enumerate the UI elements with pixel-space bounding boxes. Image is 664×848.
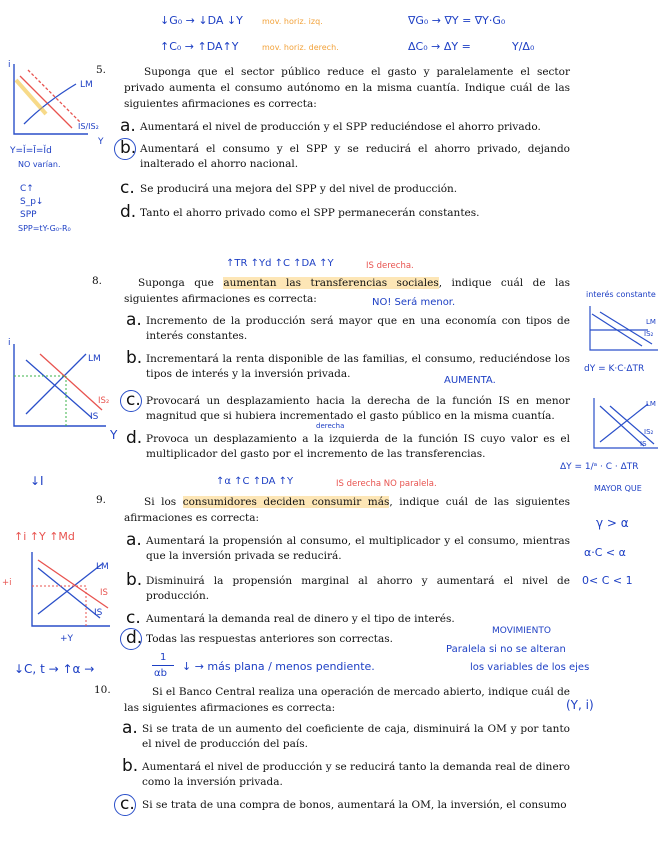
top-note-2-left: ↑C₀ → ↑DA↑Y xyxy=(160,40,239,53)
q8-graph-label-is: IS xyxy=(90,412,99,422)
q5-side-note-6: SPP=tY-G₀-R₀ xyxy=(18,224,71,233)
q5-option-b-letter: b. xyxy=(120,138,137,158)
q8-option-b[interactable]: Incrementará la renta disponible de las familias, el consumo, reduciéndose los tipos de interés y la inversión privada. xyxy=(146,353,570,380)
q8-option-a[interactable]: Incremento de la producción será mayor que en una economía con tipos de interés constantes. xyxy=(146,315,570,342)
q10-number: 10. xyxy=(94,684,111,696)
q10-option-b[interactable]: Aumentará el nivel de producción y se reducirá tanto la demanda real de dinero como la inversión privada. xyxy=(142,761,570,788)
q8-header-note: ↑TR ↑Yd ↑C ↑DA ↑Y xyxy=(226,258,334,269)
q5-option-a-letter: a. xyxy=(120,116,136,136)
q9-option-b-letter: b. xyxy=(126,570,143,590)
q8-option-b-letter: b. xyxy=(126,348,143,368)
q5-side-note-5: SPP xyxy=(20,210,37,220)
q9-stem-before: Si los xyxy=(144,496,183,508)
q9-graph-label-is-red: IS xyxy=(100,588,108,598)
q8-stem-after: , indique cuál de las siguientes afirmaciones es correcta: xyxy=(124,277,570,305)
q8-number: 8. xyxy=(92,275,103,287)
q9-stem-after: , indique cuál de las siguientes afirmaciones es correcta: xyxy=(124,496,571,524)
q9-number: 9. xyxy=(96,494,107,506)
q5-option-c-letter: c. xyxy=(120,178,135,198)
q8-graph-label-lm: LM xyxy=(88,354,101,364)
q8-graph-label-is2: IS₂ xyxy=(98,396,110,406)
q5-graph-label-lm: LM xyxy=(80,80,93,90)
q9-header-note-red: IS derecha NO paralela. xyxy=(336,479,437,489)
q10-stem-text: Si el Banco Central realiza una operación de mercado abierto, indique cuál de las siguientes afirmaciones es correcta: xyxy=(124,686,570,714)
top-note-2-right: ΔC₀ → ΔY = xyxy=(408,40,471,53)
top-note-2-orange: mov. horiz. derech. xyxy=(262,43,339,52)
q5-option-a[interactable]: Aumentará el nivel de producción y el SPP reduciéndose el ahorro privado. xyxy=(140,121,541,133)
q9-note-paralela-1: Paralela si no se alteran xyxy=(446,644,566,655)
q5-graph-label-is: IS/IS₂ xyxy=(78,122,99,131)
q8-note-ineq1: α·C < α xyxy=(584,546,626,559)
q8-option-d[interactable]: Provoca un desplazamiento a la izquierda de la función IS cuyo valor es el multiplicador del gasto por el incremento de las transferencias. xyxy=(146,433,570,460)
q8-option-c[interactable]: Provocará un desplazamiento hacia la derecha de la función IS en menor magnitud que si hubiera incrementado el gasto público en la misma cuantía. xyxy=(146,395,570,422)
q5-number: 5. xyxy=(96,64,107,76)
q9-stem xyxy=(124,494,570,526)
q5-stem-text: Suponga que el sector público reduce el gasto y paralelamente el sector privado aumenta el consumo autónomo en la misma cuantía. Indique cuál de las siguientes afirmaciones es correcta: xyxy=(124,66,570,110)
q9-option-a[interactable]: Aumentará la propensión al consumo, el multiplicador y el consumo, mientras que la inversión privada se reducirá. xyxy=(146,535,570,562)
q9-note-frac-top: 1 xyxy=(160,652,167,663)
q5-graph-label-i: i xyxy=(8,60,11,70)
q5-side-note-1: Y=Ĭ=Ī=Ĭd xyxy=(10,146,52,156)
q8-note-aumenta: AUMENTA. xyxy=(444,375,496,386)
q8-right-graph-1-is2: IS₂ xyxy=(644,330,654,338)
q5-option-d[interactable]: Tanto el ahorro privado como el SPP permanecerán constantes. xyxy=(140,207,480,219)
q5-option-d-letter: d. xyxy=(120,202,137,222)
q10-stem xyxy=(124,684,570,716)
q8-note-ineq2: 0< C < 1 xyxy=(582,574,633,587)
q8-note-interes-constante: interés constante xyxy=(586,290,656,299)
q5-graph-label-y: Y xyxy=(98,137,104,147)
q5-side-note-3: C↑ xyxy=(20,184,34,194)
q5-side-note-2: NO varían. xyxy=(18,160,61,169)
q8-note-mayor: MAYOR QUE xyxy=(594,484,642,493)
q9-note-after-frac: ↓ → más plana / menos pendiente. xyxy=(182,660,375,673)
q8-option-a-letter: a. xyxy=(126,310,142,330)
q9-graph-label-plus-y: +Y xyxy=(60,634,74,644)
q10-option-a-letter: a. xyxy=(122,718,138,738)
q8-note-dy1: dY = K·C·ΔTR xyxy=(584,364,645,374)
q5-option-b[interactable]: Aumentará el consumo y el SPP y se reducirá el ahorro privado, dejando inalterado el ahorro nacional. xyxy=(140,143,570,170)
q8-stem-before: Suponga que xyxy=(138,277,224,289)
q9-option-c[interactable]: Aumentará la demanda real de dinero y el tipo de interés. xyxy=(146,613,455,625)
q5-stem xyxy=(124,64,570,112)
q8-note-gamma: γ > α xyxy=(596,516,629,530)
q5-side-note-4: S_p↓ xyxy=(20,197,44,207)
q8-note-no-menor: NO! Será menor. xyxy=(372,297,456,308)
q9-option-a-letter: a. xyxy=(126,530,142,550)
q9-graph-label-lm: LM xyxy=(96,562,109,572)
top-note-2-right-tail: Y/Δ₀ xyxy=(512,40,535,53)
q8-right-graph-2-lm: LM xyxy=(646,400,656,408)
q8-stem xyxy=(124,275,570,307)
q8-right-graph-1-lm: LM xyxy=(646,318,656,326)
q10-option-c[interactable]: Si se trata de una compra de bonos, aumentará la OM, la inversión, el consumo xyxy=(142,799,567,811)
q8-option-c-letter: c. xyxy=(126,390,141,410)
q8-right-graph-1 xyxy=(586,304,660,354)
q9-note-frac-bar xyxy=(152,665,174,666)
q9-stem-highlight: consumidores deciden consumir más xyxy=(182,496,390,508)
top-note-1-right: ∇G₀ → ∇Y = ∇Y·G₀ xyxy=(408,14,506,27)
q8-right-graph-2-is2: IS₂ xyxy=(644,428,654,436)
q8-right-graph-2-is: IS xyxy=(640,440,647,448)
q8-graph-label-y: Y xyxy=(110,428,118,442)
q9-graph-label-plus-i: +i xyxy=(2,578,12,588)
q9-header-note: ↑α ↑C ↑DA ↑Y xyxy=(216,476,294,487)
q8-note-derecha: derecha xyxy=(316,422,345,430)
q9-note-left-top: ↓I xyxy=(30,474,44,488)
q9-option-d-letter: d. xyxy=(126,628,143,648)
q8-option-d-letter: d. xyxy=(126,428,143,448)
q9-note-movimiento: MOVIMIENTO xyxy=(492,626,551,636)
q5-option-c[interactable]: Se producirá una mejora del SPP y del nivel de producción. xyxy=(140,183,458,195)
q8-header-note-red: IS derecha. xyxy=(366,261,414,271)
q8-graph-label-i: i xyxy=(8,338,11,348)
q9-option-d[interactable]: Todas las respuestas anteriores son correctas. xyxy=(146,633,393,645)
q9-note-frac-bottom: αb xyxy=(154,668,167,679)
q9-note-coords: (Y, i) xyxy=(566,698,594,712)
q8-stem-highlight: aumentan las transferencias sociales xyxy=(223,277,439,289)
top-note-1-orange: mov. horiz. izq. xyxy=(262,17,323,26)
q9-option-c-letter: c. xyxy=(126,608,141,628)
q9-option-b[interactable]: Disminuirá la propensión marginal al ahorro y aumentará el nivel de producción. xyxy=(146,575,570,602)
top-note-1-left: ↓G₀ → ↓DA ↓Y xyxy=(160,14,243,27)
q8-note-dy2: ΔY = 1/ᵃ · C · ΔTR xyxy=(560,462,639,472)
q10-option-b-letter: b. xyxy=(122,756,139,776)
q9-note-left-row: ↑i ↑Y ↑Md xyxy=(14,530,75,543)
q10-option-c-letter: c. xyxy=(120,794,135,814)
q9-graph-label-is: IS xyxy=(94,608,103,618)
q9-note-paralela-2: los variables de los ejes xyxy=(470,662,590,673)
q10-option-a[interactable]: Si se trata de un aumento del coeficiente de caja, disminuirá la OM y por tanto el nivel de producción del país. xyxy=(142,723,570,750)
q9-note-formula: ↓C, t → ↑α → xyxy=(14,662,95,676)
